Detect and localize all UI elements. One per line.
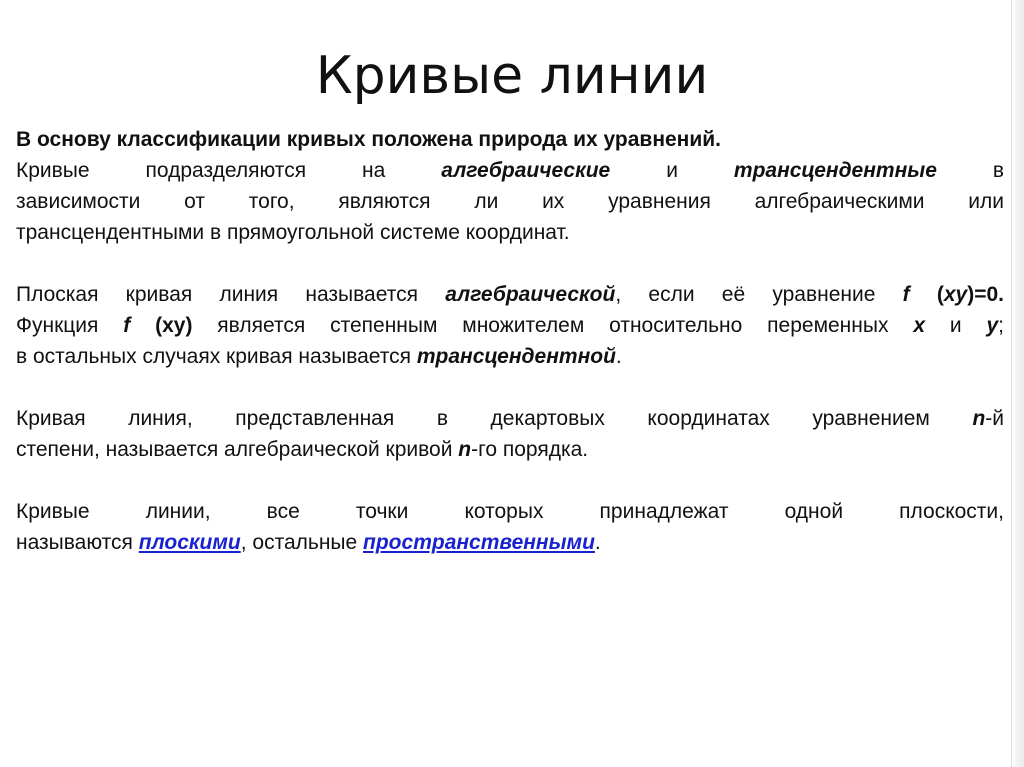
text-fragment: Кривая линия, представленная в декартовых координатах уравнением bbox=[16, 407, 973, 430]
text-line bbox=[16, 434, 1004, 465]
term-algebraic: алгебраической bbox=[445, 283, 616, 306]
text-line bbox=[16, 279, 1004, 310]
term-transcendental: трансцендентной bbox=[416, 345, 616, 368]
text-line bbox=[16, 310, 1004, 341]
paragraph-classification bbox=[16, 124, 1004, 248]
slide-title: Кривые линии bbox=[315, 46, 709, 106]
text-fragment: , если её уравнение bbox=[615, 283, 903, 306]
formula-f: f bbox=[902, 283, 910, 306]
paragraph-lead: В основу классификации кривых положена природа их уравнений. bbox=[16, 128, 722, 151]
formula-f: f bbox=[123, 314, 131, 337]
text-fragment: . bbox=[615, 345, 622, 368]
text-fragment: и bbox=[610, 159, 734, 182]
text-fragment: ; bbox=[998, 314, 1004, 337]
formula-paren: ( bbox=[909, 283, 944, 306]
paragraph-algebraic-definition bbox=[16, 279, 1004, 372]
variable-n: n bbox=[458, 438, 472, 461]
text-line bbox=[16, 527, 1004, 558]
text-line: трансцендентными в прямоугольной системе координат. bbox=[16, 221, 570, 244]
formula-xy: xy bbox=[943, 283, 968, 306]
text-fragment: и bbox=[925, 314, 987, 337]
paragraph-curve-order bbox=[16, 403, 1004, 465]
text-line: Кривые линии, все точки которых принадлежат одной плоскости, bbox=[16, 500, 1004, 523]
text-line: зависимости от того, являются ли их уравнения алгебраическими или bbox=[16, 190, 1004, 213]
text-line bbox=[16, 155, 1004, 186]
text-fragment: в остальных случаях кривая называется bbox=[16, 345, 417, 368]
formula-xy: (xy) bbox=[130, 314, 193, 337]
link-plane-curves[interactable]: плоскими bbox=[138, 531, 241, 554]
text-fragment: -й bbox=[985, 407, 1004, 430]
slide-right-border bbox=[1011, 0, 1024, 767]
text-fragment: степени, называется алгебраической кривой bbox=[16, 438, 459, 461]
text-line bbox=[16, 341, 1004, 372]
term-algebraic: алгебраические bbox=[441, 159, 611, 182]
text-fragment: в bbox=[936, 159, 1005, 182]
variable-n: n bbox=[972, 407, 986, 430]
slide-body bbox=[16, 124, 1004, 589]
text-fragment: называются bbox=[16, 531, 139, 554]
text-line bbox=[16, 403, 1004, 434]
variable-y: y bbox=[986, 314, 999, 337]
term-transcendental: трансцендентные bbox=[733, 159, 937, 182]
text-fragment: -го порядка. bbox=[471, 438, 589, 461]
text-fragment: Кривые подразделяются на bbox=[16, 159, 442, 182]
text-fragment: Плоская кривая линия называется bbox=[16, 283, 446, 306]
text-fragment: . bbox=[594, 531, 601, 554]
text-fragment: , остальные bbox=[240, 531, 364, 554]
link-spatial-curves[interactable]: пространственными bbox=[363, 531, 595, 554]
variable-x: x bbox=[913, 314, 926, 337]
formula-eq-zero: )=0. bbox=[967, 283, 1004, 306]
text-fragment: Функция bbox=[16, 314, 124, 337]
text-fragment: является степенным множителем относительно переменных bbox=[192, 314, 914, 337]
paragraph-plane-spatial bbox=[16, 496, 1004, 558]
